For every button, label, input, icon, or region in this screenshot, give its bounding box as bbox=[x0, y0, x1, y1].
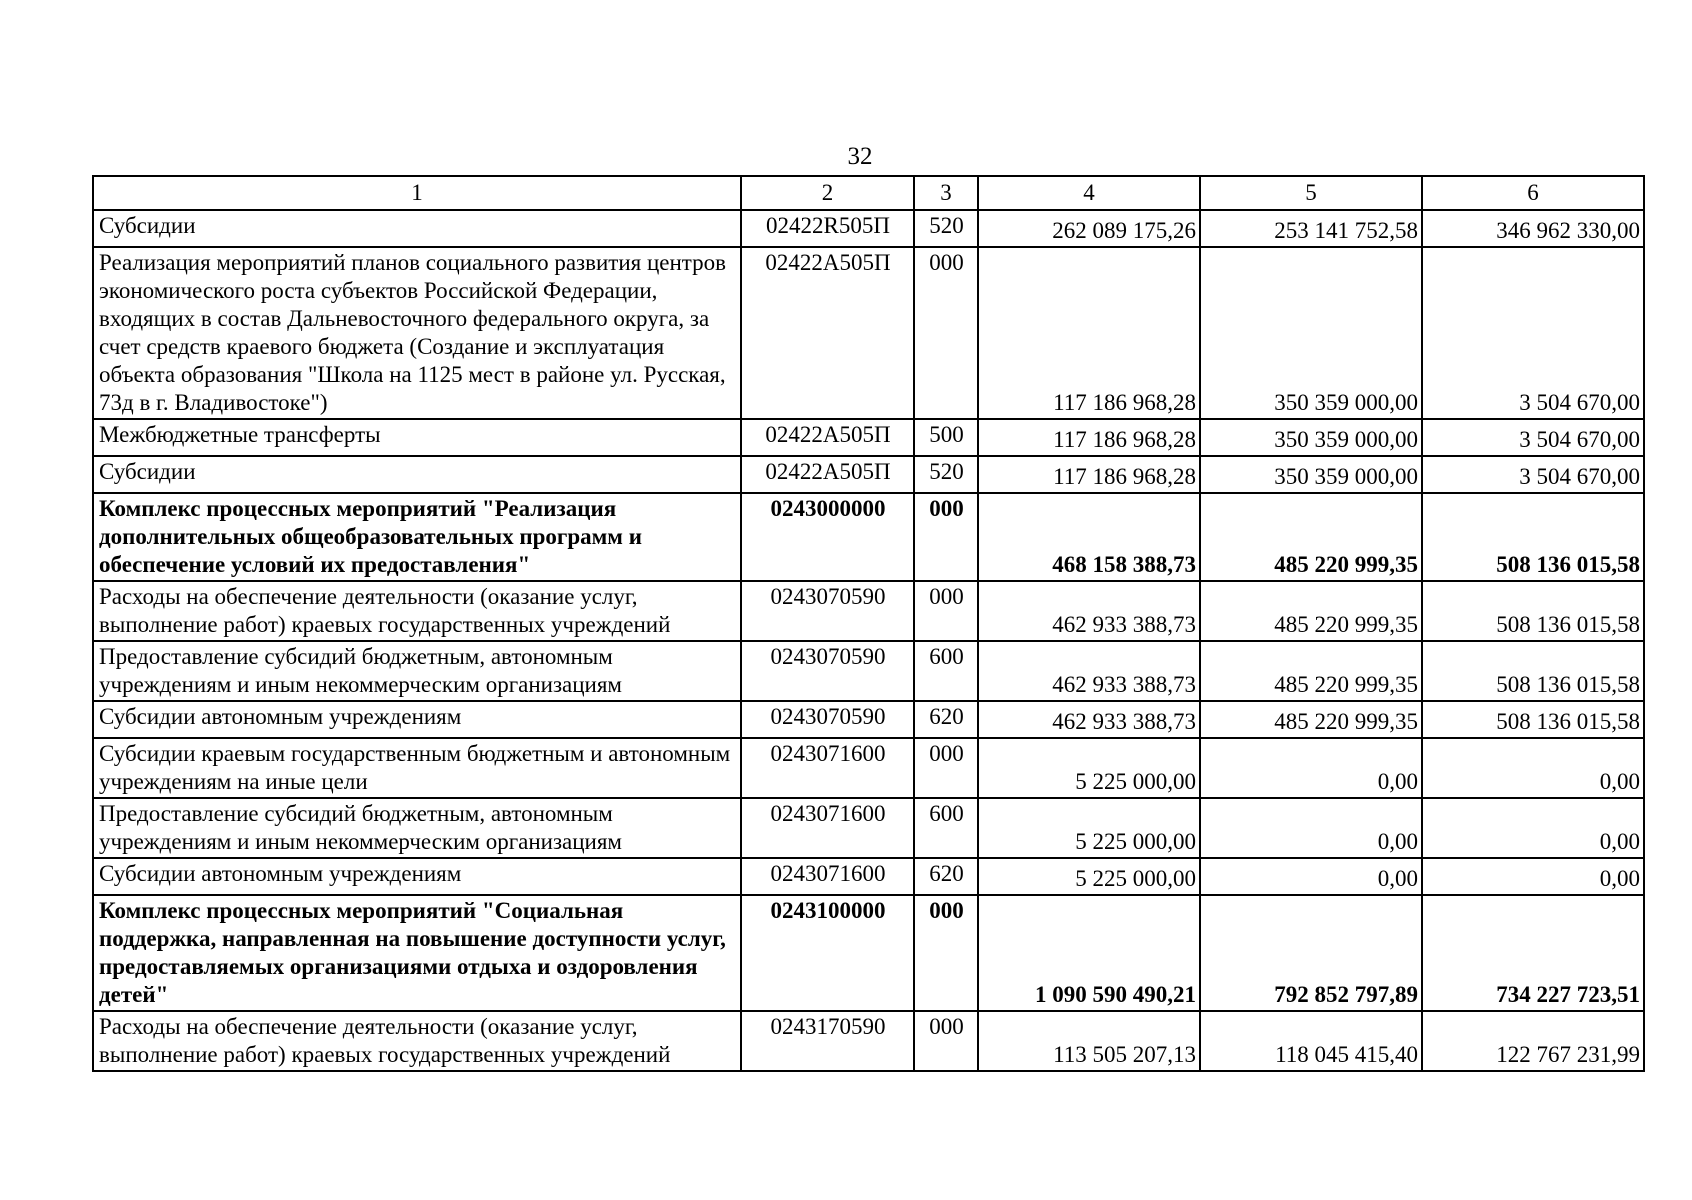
row-value-1: 462 933 388,73 bbox=[978, 581, 1200, 641]
table-row bbox=[93, 701, 1644, 738]
budget-table bbox=[92, 175, 1645, 1072]
column-header-kvr: 3 bbox=[914, 176, 978, 210]
table-row bbox=[93, 247, 1644, 419]
row-code: 0243071600 bbox=[741, 798, 914, 858]
row-value-2: 485 220 999,35 bbox=[1200, 493, 1422, 581]
row-code: 0243071600 bbox=[741, 858, 914, 895]
row-name: Реализация мероприятий планов социального развития центров экономического роста субъектов Российской Федерации, входящих в состав Дальневосточного федерального округа, за счет средств краевого бюджета (Создание и эксплуатация объекта образования "Школа на 1125 мест в районе ул. Русская, 73д в г. Владивостоке") bbox=[93, 247, 741, 419]
row-code: 0243070590 bbox=[741, 581, 914, 641]
row-value-3: 508 136 015,58 bbox=[1422, 581, 1644, 641]
row-kvr: 620 bbox=[914, 858, 978, 895]
row-value-1: 468 158 388,73 bbox=[978, 493, 1200, 581]
row-name: Комплекс процессных мероприятий "Социальная поддержка, направленная на повышение доступности услуг, предоставляемых организациями отдыха и оздоровления детей" bbox=[93, 895, 741, 1011]
row-value-1: 5 225 000,00 bbox=[978, 798, 1200, 858]
row-kvr: 600 bbox=[914, 641, 978, 701]
row-kvr: 000 bbox=[914, 581, 978, 641]
row-value-3: 508 136 015,58 bbox=[1422, 493, 1644, 581]
row-value-1: 117 186 968,28 bbox=[978, 456, 1200, 493]
table-row bbox=[93, 895, 1644, 1011]
page-number: 32 bbox=[847, 143, 873, 170]
row-name: Расходы на обеспечение деятельности (оказание услуг, выполнение работ) краевых государственных учреждений bbox=[93, 581, 741, 641]
table-row bbox=[93, 641, 1644, 701]
row-value-2: 118 045 415,40 bbox=[1200, 1011, 1422, 1071]
row-name: Субсидии краевым государственным бюджетным и автономным учреждениям на иные цели bbox=[93, 738, 741, 798]
row-kvr: 600 bbox=[914, 798, 978, 858]
row-value-3: 734 227 723,51 bbox=[1422, 895, 1644, 1011]
row-value-1: 462 933 388,73 bbox=[978, 641, 1200, 701]
row-value-3: 0,00 bbox=[1422, 858, 1644, 895]
row-name: Субсидии bbox=[93, 456, 741, 493]
table-row bbox=[93, 493, 1644, 581]
row-name: Предоставление субсидий бюджетным, автономным учреждениям и иным некоммерческим организациям bbox=[93, 798, 741, 858]
row-kvr: 520 bbox=[914, 456, 978, 493]
row-code: 0243170590 bbox=[741, 1011, 914, 1071]
row-name: Расходы на обеспечение деятельности (оказание услуг, выполнение работ) краевых государственных учреждений bbox=[93, 1011, 741, 1071]
row-name: Субсидии автономным учреждениям bbox=[93, 701, 741, 738]
row-name: Предоставление субсидий бюджетным, автономным учреждениям и иным некоммерческим организациям bbox=[93, 641, 741, 701]
row-value-2: 485 220 999,35 bbox=[1200, 701, 1422, 738]
row-value-3: 346 962 330,00 bbox=[1422, 210, 1644, 247]
row-code: 02422А505П bbox=[741, 247, 914, 419]
row-code: 0243070590 bbox=[741, 641, 914, 701]
row-kvr: 000 bbox=[914, 493, 978, 581]
table-row bbox=[93, 798, 1644, 858]
row-name: Комплекс процессных мероприятий "Реализация дополнительных общеобразовательных программ и обеспечение условий их предоставления" bbox=[93, 493, 741, 581]
row-value-1: 5 225 000,00 bbox=[978, 738, 1200, 798]
column-header-year-2: 5 bbox=[1200, 176, 1422, 210]
row-value-1: 462 933 388,73 bbox=[978, 701, 1200, 738]
row-value-2: 485 220 999,35 bbox=[1200, 641, 1422, 701]
column-header-name: 1 bbox=[93, 176, 741, 210]
row-value-2: 792 852 797,89 bbox=[1200, 895, 1422, 1011]
row-value-1: 5 225 000,00 bbox=[978, 858, 1200, 895]
row-code: 0243100000 bbox=[741, 895, 914, 1011]
row-kvr: 520 bbox=[914, 210, 978, 247]
row-value-2: 0,00 bbox=[1200, 738, 1422, 798]
table-row bbox=[93, 419, 1644, 456]
column-header-code: 2 bbox=[741, 176, 914, 210]
row-kvr: 500 bbox=[914, 419, 978, 456]
row-value-3: 3 504 670,00 bbox=[1422, 247, 1644, 419]
row-name: Межбюджетные трансферты bbox=[93, 419, 741, 456]
table-row bbox=[93, 738, 1644, 798]
row-kvr: 000 bbox=[914, 895, 978, 1011]
row-value-3: 0,00 bbox=[1422, 798, 1644, 858]
table-row bbox=[93, 456, 1644, 493]
row-value-2: 485 220 999,35 bbox=[1200, 581, 1422, 641]
row-name: Субсидии bbox=[93, 210, 741, 247]
row-code: 02422А505П bbox=[741, 419, 914, 456]
row-value-1: 117 186 968,28 bbox=[978, 247, 1200, 419]
row-value-1: 1 090 590 490,21 bbox=[978, 895, 1200, 1011]
table-header-row bbox=[93, 176, 1644, 210]
row-kvr: 620 bbox=[914, 701, 978, 738]
row-name: Субсидии автономным учреждениям bbox=[93, 858, 741, 895]
row-kvr: 000 bbox=[914, 738, 978, 798]
row-code: 0243071600 bbox=[741, 738, 914, 798]
row-value-2: 350 359 000,00 bbox=[1200, 247, 1422, 419]
row-kvr: 000 bbox=[914, 247, 978, 419]
row-kvr: 000 bbox=[914, 1011, 978, 1071]
row-value-2: 0,00 bbox=[1200, 858, 1422, 895]
row-code: 0243070590 bbox=[741, 701, 914, 738]
column-header-year-1: 4 bbox=[978, 176, 1200, 210]
row-value-2: 0,00 bbox=[1200, 798, 1422, 858]
column-header-year-3: 6 bbox=[1422, 176, 1644, 210]
row-value-2: 350 359 000,00 bbox=[1200, 419, 1422, 456]
row-value-1: 113 505 207,13 bbox=[978, 1011, 1200, 1071]
row-value-3: 3 504 670,00 bbox=[1422, 419, 1644, 456]
row-value-3: 508 136 015,58 bbox=[1422, 641, 1644, 701]
row-value-2: 350 359 000,00 bbox=[1200, 456, 1422, 493]
row-value-3: 3 504 670,00 bbox=[1422, 456, 1644, 493]
table-row bbox=[93, 1011, 1644, 1071]
row-code: 02422R505П bbox=[741, 210, 914, 247]
row-value-3: 122 767 231,99 bbox=[1422, 1011, 1644, 1071]
row-value-1: 262 089 175,26 bbox=[978, 210, 1200, 247]
table-row bbox=[93, 858, 1644, 895]
row-code: 02422А505П bbox=[741, 456, 914, 493]
row-value-1: 117 186 968,28 bbox=[978, 419, 1200, 456]
row-code: 0243000000 bbox=[741, 493, 914, 581]
row-value-2: 253 141 752,58 bbox=[1200, 210, 1422, 247]
row-value-3: 0,00 bbox=[1422, 738, 1644, 798]
table-row bbox=[93, 210, 1644, 247]
row-value-3: 508 136 015,58 bbox=[1422, 701, 1644, 738]
table-row bbox=[93, 581, 1644, 641]
